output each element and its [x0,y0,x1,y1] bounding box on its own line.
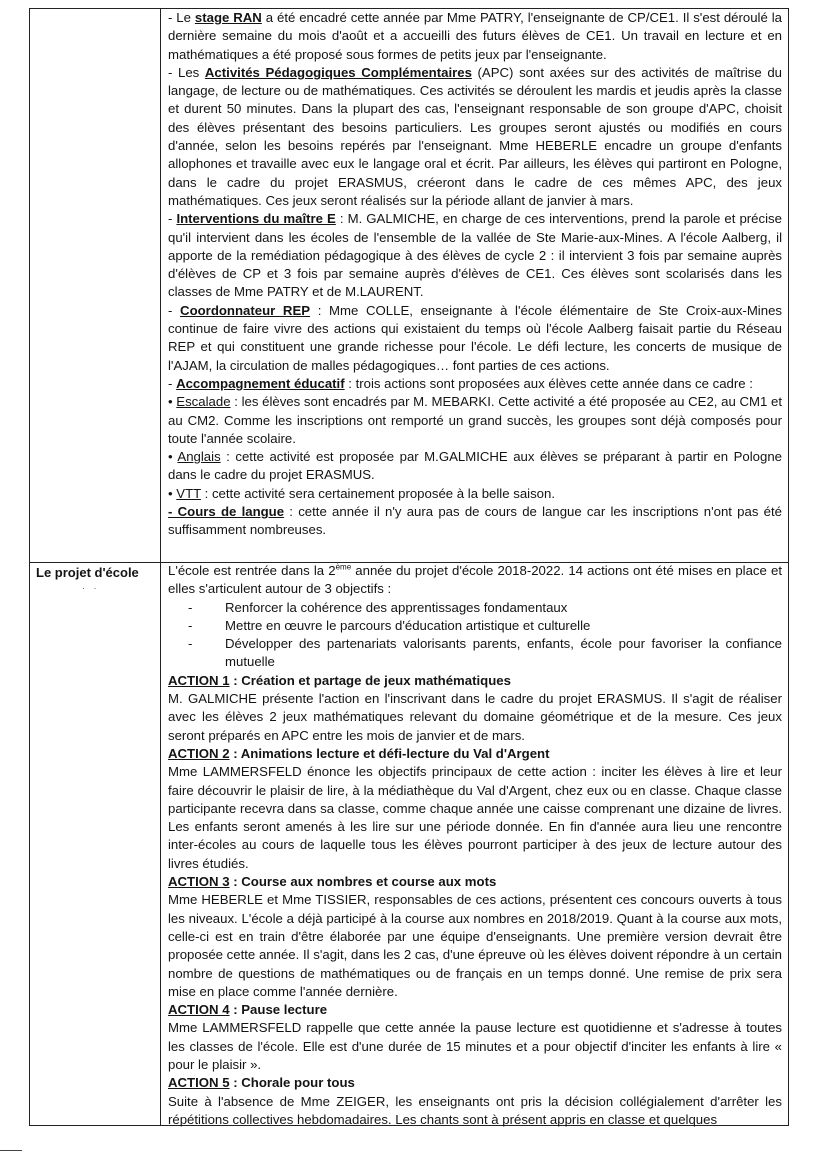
action-4-heading: ACTION 4 : Pause lecture [168,1002,328,1018]
action-2-text: Mme LAMMERSFELD énonce les objectifs principaux de cette action : inciter les élèves à lire et leur faire découvrir le plaisir de lire, à la médiathèque du Val d'Argent, chez eux ou en classe. Chaque classe participante recevra dans sa classe, comme chaque année une caisse comprenant une dizaine de livres. Les enfants seront amenés à les lire sur une période donnée. En fin d'année aura lieu une rencontre inter-écoles au cours de laquelle tous les élèves pourront participer à des jeux de lecture autour des livres étudiés. [168,764,782,871]
column-divider [160,9,161,1125]
anglais-title: Anglais [177,449,221,465]
objective-item: - Mettre en œuvre le parcours d'éducation artistique et culturelle [168,617,782,635]
escalade-item: • Escalade : les élèves sont encadrés par M. MEBARKI. Cette activité a été proposée au CE2, au CM1 et au CM2. Comme les inscriptions ont remporté un grand succès, les groupes sont déjà composés pour toute l'année scolaire. [168,394,783,446]
action-1-heading: ACTION 1 : Création et partage de jeux mathématiques [168,672,511,688]
action-4-text: Mme LAMMERSFELD rappelle que cette année la pause lecture est quotidienne et s'adresse à toutes les classes de l'école. Elle est d'une durée de 15 minutes et a pour objectif d'inciter les enfants à lire « pour le plaisir ». [168,1020,782,1073]
apc-paragraph: - Les Activités Pédagogiques Complémentaires (APC) sont axées sur des activités de maîtrise du langage, de lecture ou de mathématiques. Ces activités se déroulent les mardis et jeudis après la classe et durent 50 minutes. Dans la plupart des cas, l'enseignant responsable de son groupe d'APC, choisit des élèves présentant des besoins particuliers. Les groupes seront ajustés ou modifiés en cours d'année, selon les besoins repérés par l'enseignant. Mme HEBERLE encadre un groupe d'enfants allophones et travaille avec eux le langage oral et écrit. Par ailleurs, les élèves qui partiront en Pologne, dans le cadre du projet ERASMUS, créeront dans le cadre de ces mêmes APC, des jeux mathématiques. Ces jeux seront réalisés sur la période allant de janvier à mars. [168,64,782,208]
stage-ran-title: stage RAN [194,10,262,25]
rep-title: Coordonnateur REP [180,302,311,318]
langue-paragraph: - Cours de langue : cette année il n'y aura pas de cours de langue car les inscriptions n'ont pas été suffisamment nombreuses. [168,504,782,538]
scan-edge-mark [0,1150,22,1151]
action-3-text: Mme HEBERLE et Mme TISSIER, responsables de ces actions, présentent ces concours ouverts à tous les niveaux. L'école a déjà participé à la course aux nombres en 2018/2019. Quant à la course aux mots, celle-ci est en train d'être élaborée par une équipe d'enseignants. Une première version devrait être proposée cette année. Il s'agit, dans les 2 cas, d'une épreuve où les élèves doivent répondre à un certain nombre de questions de mathématiques ou de français en un temps donné. Une remise de prix sera mise en place comme l'année dernière. [168,892,782,999]
action-5-text: Suite à l'absence de Mme ZEIGER, les enseignants ont pris la décision collégialement d'arrêter les répétitions collectives hebdomadaires. Les chants sont à présent appris en classe et quelques [168,1093,782,1127]
objectives-list [168,599,782,672]
maitre-e-paragraph: - Interventions du maître E : M. GALMICHE, en charge de ces interventions, prend la parole et précise qu'il intervient dans les écoles de l'ensemble de la vallée de Ste Marie-aux-Mines. A l'école Aalberg, il apporte de la remédiation pédagogique à des élèves de cycle 2 : il intervient 3 fois par semaine auprès d'élèves de CP et 3 fois par semaine auprès d'élèves de CE1. Ces élèves sont scolarisés dans les classes de Mme PATRY et de M.LAURENT. [168,211,782,300]
stage-ran-paragraph: - Le stage RAN a été encadré cette année par Mme PATRY, l'enseignante de CP/CE1. Il s'est déroulé la dernière semaine du mois d'août et a accueilli des futurs élèves de CE1. Un travail en lecture et en mathématiques a été proposé sous formes de petits jeux par l'enseignante. [168,10,782,62]
activities-cell [168,9,782,540]
scan-specks: · · [82,583,100,593]
action-3-heading: ACTION 3 : Course aux nombres et course aux mots [168,874,497,890]
accompagnement-title: Accompagnement éducatif [176,375,345,391]
apc-title: Activités Pédagogiques Complémentaires [204,64,472,80]
escalade-title: Escalade [176,394,231,410]
rep-paragraph: - Coordonnateur REP : Mme COLLE, enseignante à l'école élémentaire de Ste Croix-aux-Mines continue de faire vivre des actions qui existaient du temps où l'école Aalberg faisait partie du Réseau REP et qui constituent une grande richesse pour l'école. Le défi lecture, les concerts de musique de l'AJAM, la circulation de malles pédagogiques… font parties de ces actions. [168,302,782,373]
accompagnement-paragraph: - Accompagnement éducatif : trois actions sont proposées aux élèves cette année dans ce cadre : [168,375,753,391]
objective-item: - Renforcer la cohérence des apprentissages fondamentaux [168,599,782,617]
anglais-item: • Anglais : cette activité est proposée par M.GALMICHE aux élèves se préparant à partir en Pologne dans le cadre du projet ERASMUS. [168,449,782,483]
maitre-e-title: Interventions du maître E [176,211,336,227]
vtt-item: • VTT : cette activité sera certainement proposée à la belle saison. [168,485,556,501]
objective-item: - Développer des partenariats valorisants parents, enfants, école pour favoriser la confiance mutuelle [168,635,782,672]
section-label-projet-ecole: Le projet d'école [36,565,139,580]
action-2-heading: ACTION 2 : Animations lecture et défi-lecture du Val d'Argent [168,745,550,761]
projet-ecole-cell [168,562,782,1129]
action-1-text: M. GALMICHE présente l'action en l'inscrivant dans le cadre du projet ERASMUS. Il s'agit de réaliser avec les élèves 2 jeux mathématiques relevant du domaine géométrique et de la mesure. Ces jeux seront préparés en APC entre les mois de janvier et de mars. [168,691,782,743]
vtt-title: VTT [176,485,201,501]
minutes-table [29,8,789,1126]
action-5-heading: ACTION 5 : Chorale pour tous [168,1075,355,1091]
langue-title: - Cours de langue [168,504,285,520]
projet-intro: L'école est rentrée dans la 2ème année du projet d'école 2018-2022. 14 actions ont été mises en place et elles s'articulent autour de 3 objectifs : [168,562,782,597]
